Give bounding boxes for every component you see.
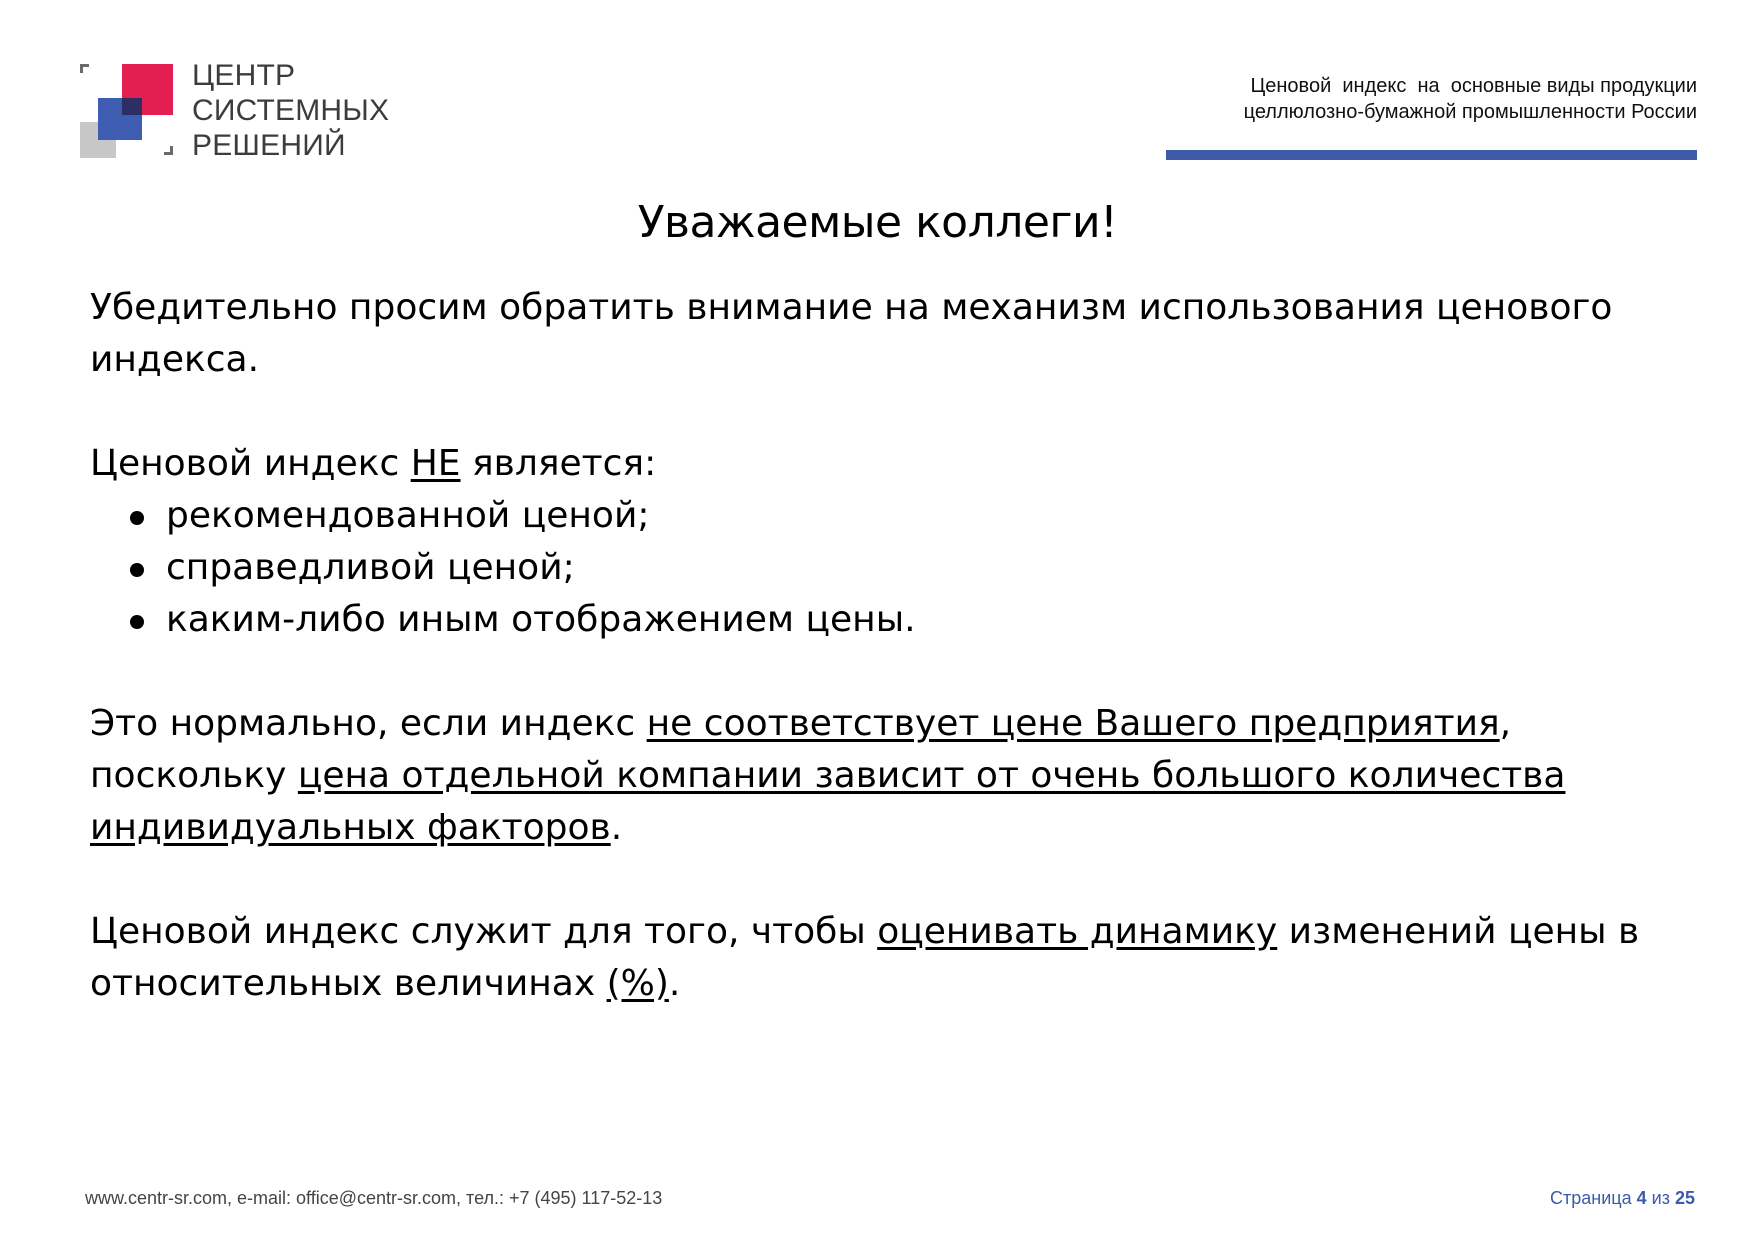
logo-wordmark [192, 58, 389, 163]
list-item [130, 594, 1710, 646]
spacer [90, 386, 1710, 438]
main-content [90, 282, 1710, 1010]
page-number [1550, 1187, 1695, 1209]
normal-paragraph [90, 698, 1710, 854]
not-list [90, 490, 1710, 646]
intro-paragraph: Убедительно просим обратить внимание на механизм использования ценового индекса. [90, 287, 1613, 380]
logo-overlap-square [122, 98, 142, 115]
spacer [90, 854, 1710, 906]
bullet-icon [130, 511, 144, 525]
header-line-1: Ценовой индекс на основные виды продукции [1250, 75, 1697, 97]
footer-contacts: www.centr-sr.com, e-mail: office@centr-sr.com, тел.: +7 (495) 117-52-13 [85, 1188, 663, 1208]
page-label: Страница [1550, 1188, 1632, 1208]
document-header [1137, 73, 1697, 125]
purpose-text-3: . [668, 963, 681, 1004]
bullet-icon [130, 615, 144, 629]
normal-underlined-1: не соответствует цене Вашего предприятия [646, 703, 1500, 744]
page-total: 25 [1674, 1188, 1695, 1208]
normal-underlined-2: цена отдельной компании зависит от очень большого количества индивидуальных факторов [90, 755, 1566, 848]
header-rule [1166, 150, 1697, 160]
logo-line-2: СИСТЕМНЫХ [192, 94, 390, 127]
logo-line-3: РЕШЕНИЙ [192, 129, 346, 162]
logo-mark [80, 60, 190, 165]
list-item [130, 490, 1710, 542]
purpose-text-1: Ценовой индекс служит для того, чтобы [90, 911, 878, 952]
purpose-text-2: изменений цены в относительных величинах [90, 911, 1640, 1004]
page-current: 4 [1636, 1188, 1647, 1208]
normal-text-3: . [610, 807, 623, 848]
bullet-icon [130, 563, 144, 577]
not-block-heading [90, 438, 1710, 490]
logo-corner-mark-bottom-right [164, 146, 173, 155]
page-title: Уважаемые коллеги! [637, 197, 1118, 248]
page-of: из [1651, 1188, 1670, 1208]
not-block-suffix: является: [460, 443, 657, 484]
purpose-underlined-1: оценивать динамику [877, 911, 1278, 952]
not-block-emphasis: НЕ [410, 443, 461, 484]
list-item [130, 542, 1710, 594]
list-item-text: справедливой ценой; [166, 547, 575, 588]
list-item-text: рекомендованной ценой; [166, 495, 650, 536]
normal-text-1: Это нормально, если индекс [90, 703, 647, 744]
company-logo [80, 59, 390, 165]
logo-corner-mark-top-left [80, 64, 89, 73]
logo-line-1: ЦЕНТР [192, 59, 296, 92]
purpose-paragraph [90, 906, 1710, 1010]
list-item-text: каким-либо иным отображением цены. [166, 599, 916, 640]
normal-text-2: , поскольку [90, 703, 1512, 796]
spacer [90, 646, 1710, 698]
header-line-2: целлюлозно-бумажной промышленности России [1243, 101, 1697, 123]
purpose-underlined-2: (%) [606, 963, 669, 1004]
not-block-prefix: Ценовой индекс [90, 443, 411, 484]
